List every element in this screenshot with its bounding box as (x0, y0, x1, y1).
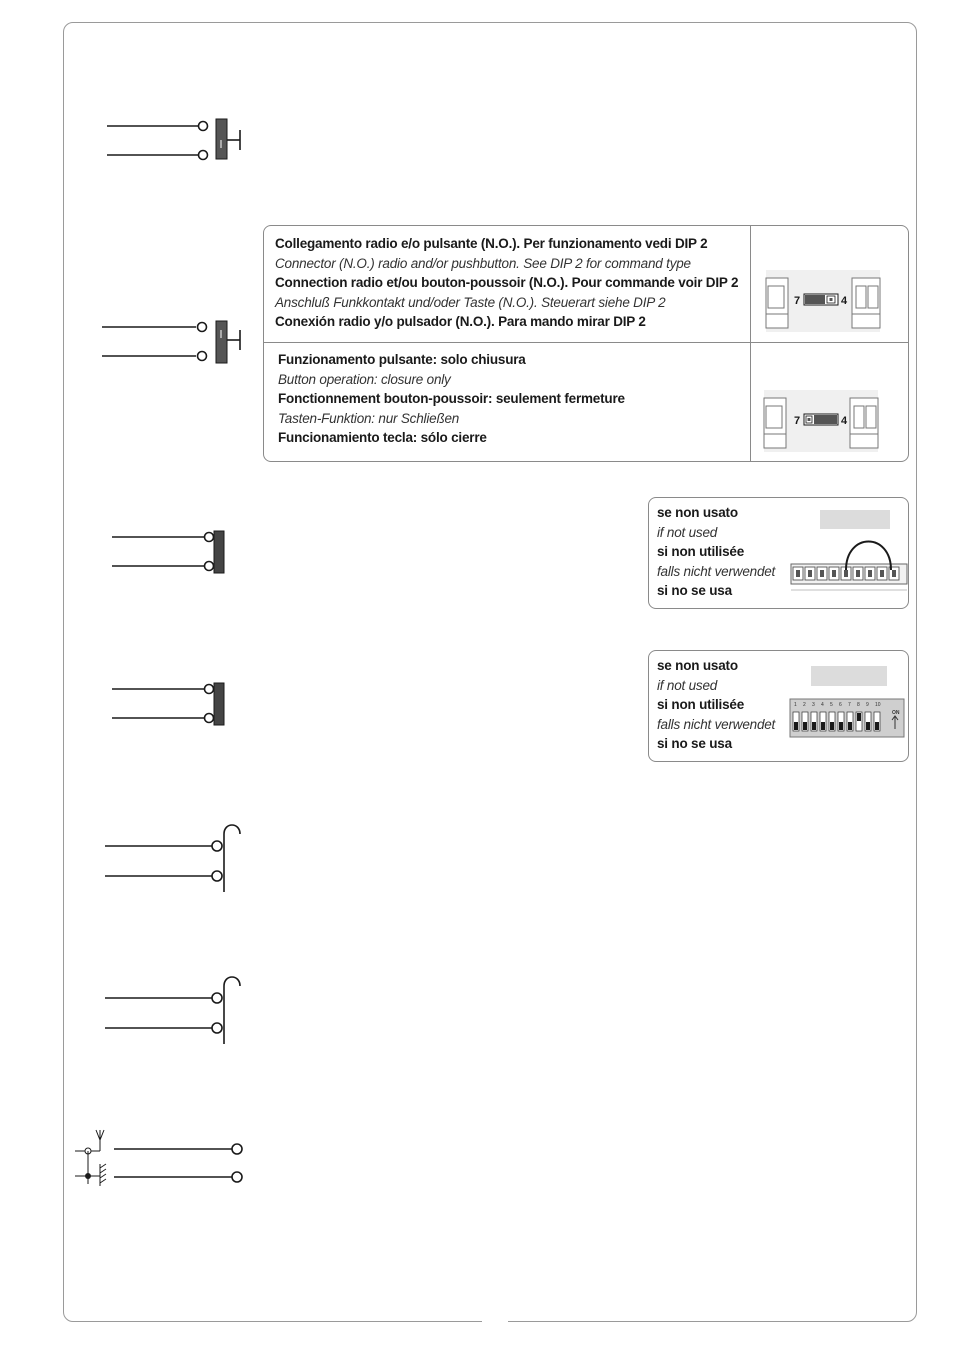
dip-on-label: ON (892, 710, 900, 716)
terminal-strip-bridge-icon (791, 538, 907, 600)
dip2-connection-text (275, 234, 738, 332)
text-line: Collegamento radio e/o pulsante (N.O.). Per funzionamento vedi DIP 2 (275, 236, 708, 251)
safety-contact-icon (100, 822, 250, 900)
dip-switch-lever (803, 722, 807, 730)
text-line: Funcionamiento tecla: sólo cierre (278, 430, 487, 445)
dip-switch-lever (857, 713, 861, 721)
dip-switch-lever (830, 722, 834, 730)
jumper-label-left: 7 (794, 295, 801, 307)
text-line: se non usato (657, 658, 738, 673)
dip-switch-lever (875, 722, 879, 730)
text-line: Conexión radio y/o pulsador (N.O.). Para mando mirar DIP 2 (275, 314, 646, 329)
text-line: Connector (N.O.) radio and/or pushbutton. See DIP 2 for command type (275, 255, 691, 271)
dip-number: 10 (875, 702, 881, 708)
dip-number: 3 (812, 702, 815, 708)
button-operation-text (278, 350, 625, 448)
text-line: falls nicht verwendet (657, 716, 776, 732)
text-line: si non utilisée (657, 544, 745, 559)
dip-switch-lever (848, 722, 852, 730)
dip-number: 7 (848, 702, 851, 708)
text-line: Tasten-Funktion: nur Schließen (278, 410, 460, 426)
text-line: se non usato (657, 505, 738, 520)
not-used-panel-dip (648, 650, 909, 762)
jumper-label-left: 7 (794, 415, 801, 427)
frame-gap (482, 1316, 508, 1328)
text-line: si non utilisée (657, 697, 745, 712)
text-line: if not used (657, 524, 718, 540)
text-line: falls nicht verwendet (657, 563, 776, 579)
jumper-off-icon (764, 270, 882, 334)
terminal-block-icon (106, 526, 236, 578)
panel-divider-horizontal (264, 342, 908, 343)
dip-number: 4 (821, 702, 824, 708)
text-line: Anschluß Funkkontakt und/oder Taste (N.O.). Steuerart siehe DIP 2 (275, 294, 666, 310)
terminal-block-icon-2 (106, 678, 236, 730)
dip-number: 2 (803, 702, 806, 708)
pushbutton-terminal-icon-2 (96, 312, 246, 372)
dip-switch-lever (821, 722, 825, 730)
dip-number: 1 (794, 702, 797, 708)
not-used-text (657, 656, 775, 754)
dip-number: 8 (857, 702, 860, 708)
dip-switch-lever (794, 722, 798, 730)
panel-divider-vertical (750, 226, 751, 461)
dip-number: 9 (866, 702, 869, 708)
text-line: si no se usa (657, 736, 732, 751)
label-placeholder (811, 666, 887, 686)
dip-number: 5 (830, 702, 833, 708)
dip-switch-icon (790, 699, 906, 739)
text-line: if not used (657, 677, 718, 693)
text-line: Funzionamento pulsante: solo chiusura (278, 352, 526, 367)
dip2-info-panel (263, 225, 909, 462)
dip-switch-lever (866, 722, 870, 730)
not-used-text (657, 503, 775, 601)
text-line: Button operation: closure only (278, 371, 451, 387)
text-line: Connection radio et/ou bouton-poussoir (N.O.). Pour commande voir DIP 2 (275, 275, 739, 290)
text-line: Fonctionnement bouton-poussoir: seulement fermeture (278, 391, 625, 406)
label-placeholder (820, 510, 890, 529)
text-line: si no se usa (657, 583, 732, 598)
jumper-label-right: 4 (841, 295, 848, 307)
pushbutton-terminal-icon (100, 110, 250, 170)
dip-switch-lever (839, 722, 843, 730)
jumper-label-right: 4 (841, 415, 848, 427)
not-used-panel-jumper (648, 497, 909, 609)
antenna-icon (70, 1126, 250, 1188)
safety-contact-icon-2 (100, 974, 250, 1052)
dip-number: 6 (839, 702, 842, 708)
jumper-on-icon (762, 386, 880, 456)
dip-switch-lever (812, 722, 816, 730)
